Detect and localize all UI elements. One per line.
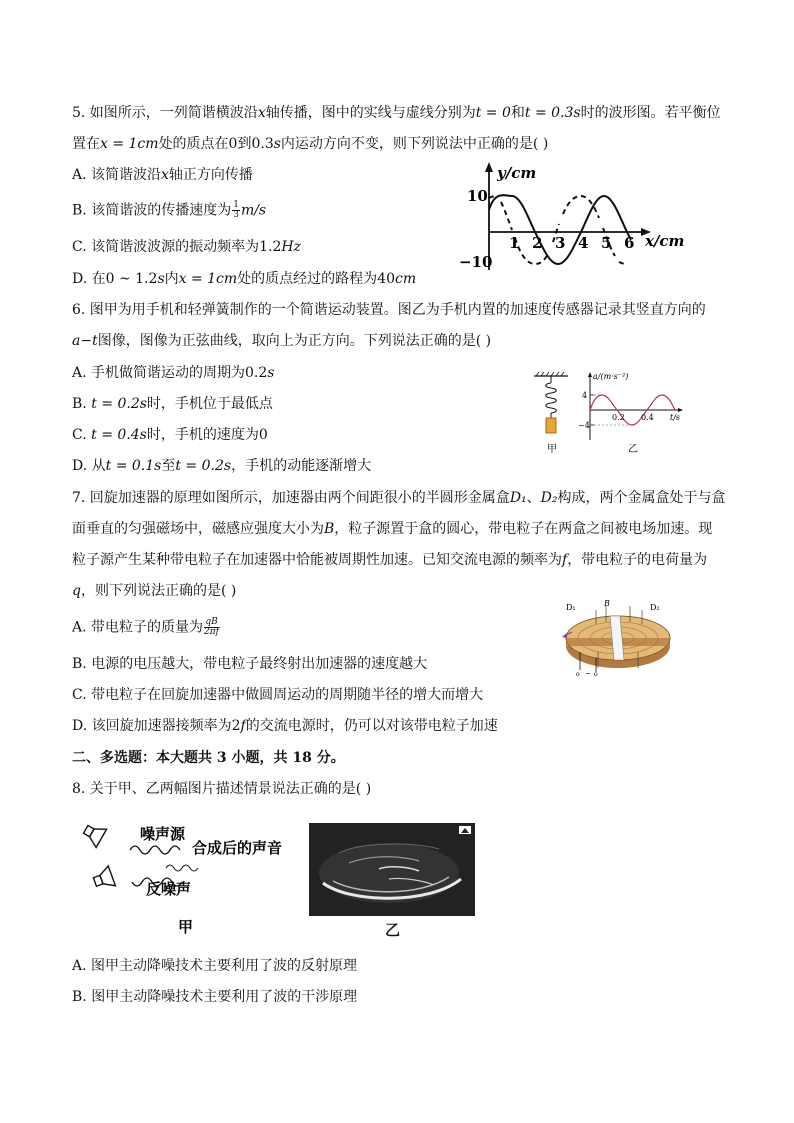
q6-option-b[interactable]: B. t = 0.2s时，手机位于最低点 [72,396,273,412]
a-tick-4: 4 [582,391,588,400]
svg-text:~: ~ [585,670,591,678]
q5-option-c[interactable]: C. 该简谐波波源的振动频率为1.2Hz [72,239,301,255]
q6-option-a[interactable]: A. 手机做简谐运动的周期为0.2s [72,365,275,381]
d1-label: D₁ [566,603,576,612]
x-tick-6: 6 [624,234,635,252]
x-tick-2: 2 [532,234,543,252]
x-axis-label: x/cm [645,232,685,250]
synthesized-sound-label: 合成后的声音 [192,839,283,857]
q6-option-c[interactable]: C. t = 0.4s时，手机的速度为0 [72,427,268,443]
ripple-photo-image [309,823,475,916]
q6-figure [530,370,700,456]
t-tick-0.4: 0.4 [641,413,654,422]
q7-option-d[interactable]: D. 该回旋加速器接频率为2f的交流电源时，仍可以对该带电粒子加速 [72,718,498,734]
phone-icon [546,418,556,433]
q5-option-d[interactable]: D. 在0 ~ 1.2s内x = 1cm处的质点经过的路程为40cm [72,271,417,287]
q5-option-b[interactable]: B. 该简谐波的传播速度为 $\frac{1}{3}$ m/s [72,200,267,220]
fig-jia-label: 甲 [178,918,194,936]
q7-stem-line1: 7. 回旋加速器的原理如图所示，加速器由两个间距很小的半圆形金属盒D₁、D₂构成，两个金属盒处于与盒 [72,490,726,506]
q6-option-d[interactable]: D. 从t = 0.1s至t = 0.2s，手机的动能逐渐增大 [72,458,372,474]
q8-option-b[interactable]: B. 图甲主动降噪技术主要利用了波的干涉原理 [72,989,358,1005]
x-tick-1: 1 [509,234,520,252]
fraction: $\frac{qB}{2\pi f}$ [204,617,219,637]
q5-option-a[interactable]: A. 该简谐波沿x轴正方向传播 [72,167,253,183]
fig-jia-label: 甲 [547,444,557,455]
q5-stem-line2: 置在x = 1cm处的质点在0到0.3s内运动方向不变，则下列说法中正确的是( ) [72,136,549,152]
q7-option-b[interactable]: B. 电源的电压越大，带电粒子最终射出加速器的速度越大 [72,656,428,672]
y-tick-10: 10 [467,187,488,205]
q7-option-a[interactable]: A. 带电粒子的质量为 $\frac{qB}{2\pi f}$ [72,617,219,637]
speaker-icon-top [82,820,107,847]
q7-stem-line2: 面垂直的匀强磁场中，磁感应强度大小为B，粒子源置于盒的圆心，带电粒子在两盒之间被电场加速。现 [72,521,713,537]
anti-noise-label: 反噪声 [146,880,192,898]
q8-stem: 8. 关于甲、乙两幅图片描述情景说法正确的是( ) [72,781,372,797]
a-axis-label: a/(m·s⁻²) [593,372,629,381]
a-tick-neg4: −4 [578,421,590,430]
svg-text:o: o [576,671,580,678]
noise-source-label: 噪声源 [140,825,186,843]
x-tick-5: 5 [601,234,612,252]
y-axis-label: y/cm [497,164,537,182]
b-label: B [604,599,610,608]
speaker-icon-bottom [91,866,115,892]
svg-text:o: o [594,671,598,678]
q7-stem-line4: q，则下列说法正确的是( ) [72,583,237,599]
q7-stem-line3: 粒子源产生某种带电粒子在加速器中恰能被周期性加速。已知交流电源的频率为f，带电粒子的电荷量为 [72,552,708,568]
x-tick-4: 4 [578,234,589,252]
q5-stem-line1: 5. 如图所示，一列简谐横波沿x轴传播，图中的实线与虚线分别为t = 0和t = 0.3s时的波形图。若平衡位 [72,105,721,121]
q8-figure-jia [82,812,302,940]
q7-option-c[interactable]: C. 带电粒子在回旋加速器中做圆周运动的周期随半径的增大而增大 [72,687,484,703]
section-2-heading: 二、多选题：本大题共 3 小题，共 18 分。 [72,750,345,766]
fraction: $\frac{1}{3}$ [233,200,239,220]
y-tick-neg10: −10 [459,253,493,271]
q7-cyclotron-figure [560,596,675,678]
q5-wave-graph [455,160,695,275]
q8-photo-yi [309,823,475,916]
q6-stem-line1: 6. 图甲为用手机和轻弹簧制作的一个简谐运动装置。图乙为手机内置的加速度传感器记录其竖直方向的 [72,302,706,318]
q6-stem-line2: a−t图像，图像为正弦曲线，取向上为正方向。下列说法正确的是( ) [72,333,492,349]
fig-yi-label: 乙 [385,921,401,939]
q8-option-a[interactable]: A. 图甲主动降噪技术主要利用了波的反射原理 [72,958,358,974]
x-tick-3: 3 [555,234,566,252]
t-tick-0.2: 0.2 [612,413,625,422]
d2-label: D₂ [650,603,660,612]
fig-yi-label: 乙 [628,444,638,455]
t-axis-label: t/s [670,413,681,422]
